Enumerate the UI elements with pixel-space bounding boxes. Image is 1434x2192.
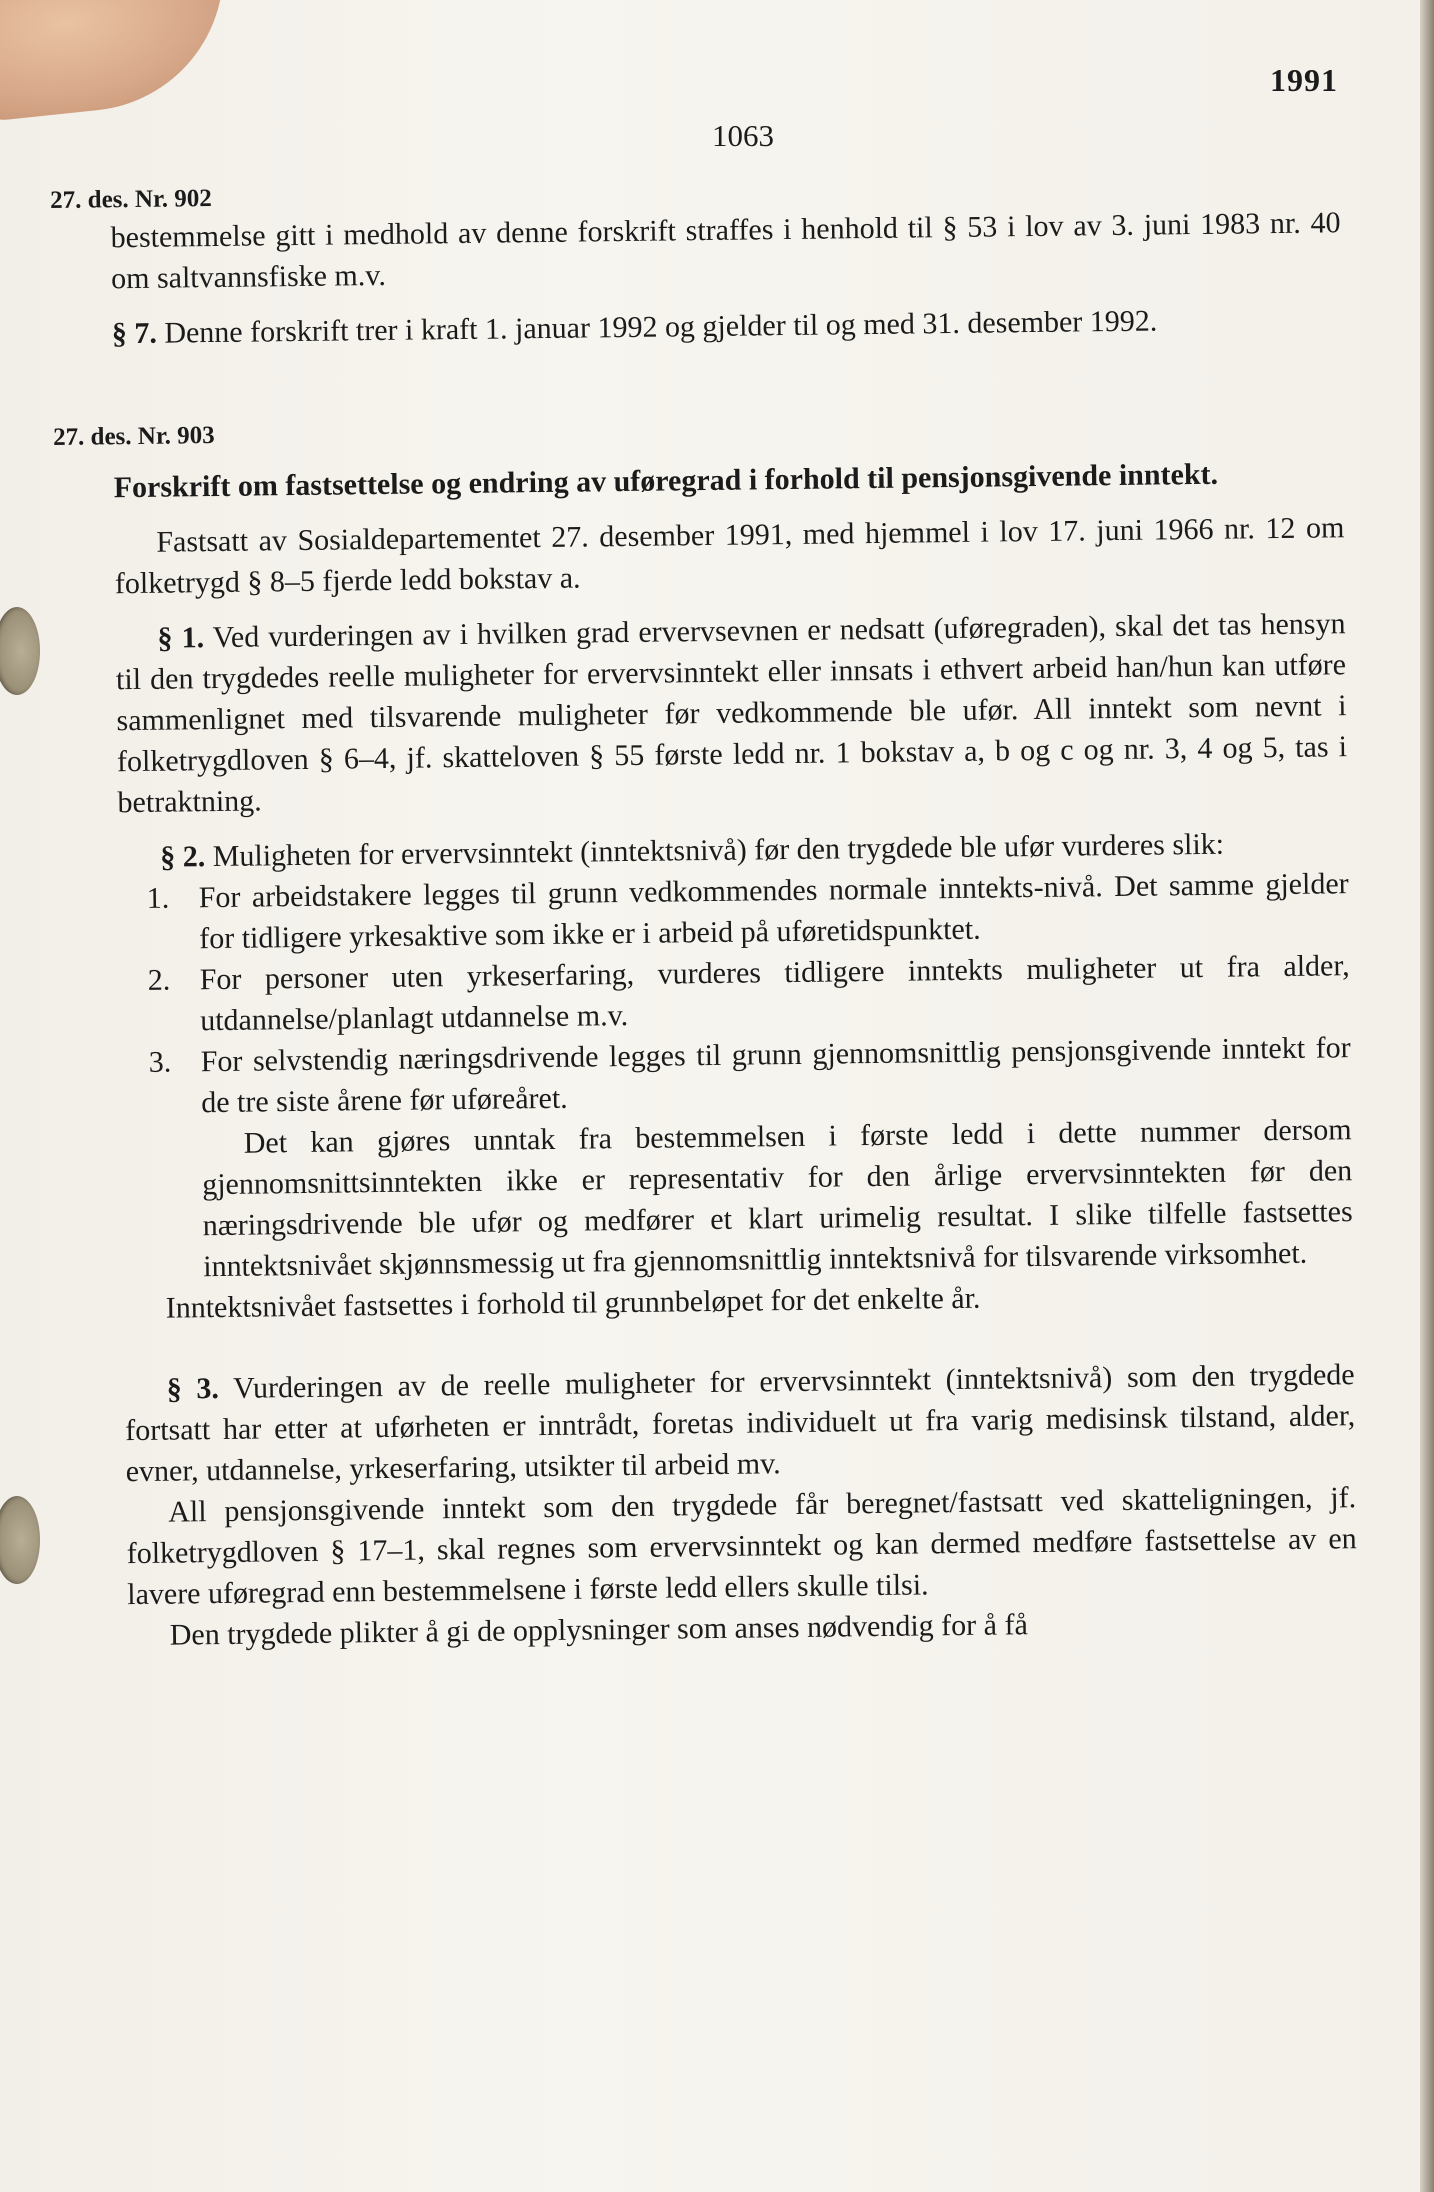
- section-3: [124, 1354, 1355, 1492]
- section-3-paragraph-2: All pensjonsgivende inntekt som den trygdede får beregnet/fastsatt ved skatteligningen, jf. folketrygdloven § 17–1, skal regnes som ervervsinntekt og kan dermed medføre fastsettelse av en lavere uføregrad enn bestemmelsene i første ledd ellers skulle tilsi.: [126, 1481, 1357, 1612]
- entry-label-902: 27. des. Nr. 902: [50, 185, 212, 214]
- item-text: For personer uten yrkeserfaring, vurderes tidligere inntekts muligheter ut fra alder, utdannelse/planlagt utdannelse m.v.: [199, 949, 1350, 1038]
- entry-903-intro: Fastsatt av Sosialdepartementet 27. desember 1991, med hjemmel i lov 17. juni 1966 nr. 12 om folketrygd § 8–5 fjerde ledd bokstav a.: [114, 511, 1345, 601]
- section-number: § 7.: [111, 316, 158, 351]
- page-number: 1063: [712, 118, 774, 153]
- item-text: For selvstendig næringsdrivende legges til grunn gjennomsnittlig pensjonsgivende inntekt for de tre siste årene før uføreåret.: [200, 1031, 1351, 1120]
- page-edge: [1420, 0, 1434, 2192]
- section-text: Ved vurderingen av i hvilken grad ervervsevnen er nedsatt (uføregraden), skal det tas hensyn til den trygdedes reelle muligheter for ervervsinntekt eller innsats i ethvert arbeid han/hun kan utføre sammenlignet med tilsvarende muligheter før vedkommende ble ufør. All inntekt som nevnt i folketrygdloven § 6–4, jf. skatteloven § 55 første ledd nr. 1 bokstav a, b og c og nr. 3, 4 og 5, tas i betraktning.: [115, 607, 1348, 820]
- entry-902-continuation: bestemmelse gitt i medhold av denne forskrift straffes i henhold til § 53 i lov av 3. juni 1983 nr. 40 om saltvannsfiske m.v.: [110, 206, 1341, 296]
- section-number: § 1.: [157, 621, 205, 655]
- thumb: [0, 0, 237, 124]
- entry-label-903: 27. des. Nr. 903: [52, 422, 215, 451]
- header-year: 1991: [1270, 62, 1338, 98]
- item-number: 1.: [146, 881, 170, 915]
- item-text: For arbeidstakere legges til grunn vedkommendes normale inntekts-nivå. Det samme gjelder for tidligere yrkesaktive som ikke er i arbeid på uføretidspunktet.: [198, 867, 1349, 956]
- page-content: [50, 168, 1358, 1657]
- section-1: [115, 603, 1347, 823]
- entry-903-title: Forskrift om fastsettelse og endring av uføregrad i forhold til pensjonsgivende inntekt.: [113, 457, 1219, 505]
- section-2-closing: Inntektsnivået fastsettes i forhold til grunnbeløpet for det enkelte år.: [165, 1281, 981, 1325]
- item-number: 2.: [147, 963, 171, 997]
- punch-hole: [0, 607, 40, 695]
- section-text: Vurderingen av de reelle muligheter for ervervsinntekt (inntektsnivå) som den trygdede fortsatt har etter at uførheten er inntrådt, foretas individuelt ut fra varig medisinsk tilstand, alder, evner, utdannelse, yrkeserfaring, utsikter til arbeid mv.: [125, 1358, 1356, 1489]
- list-item: [120, 1027, 1351, 1124]
- section-3-paragraph-3: Den trygdede plikter å gi de opplysninger som anses nødvendig for å få: [169, 1608, 1028, 1652]
- section-number: § 2.: [160, 840, 206, 874]
- section-2-list: [118, 863, 1351, 1124]
- section-text: Denne forskrift trer i kraft 1. januar 1992 og gjelder til og med 31. desember 1992.: [164, 304, 1158, 350]
- punch-hole: [0, 1496, 40, 1584]
- section-text: Muligheten for ervervsinntekt (inntektsnivå) før den trygdede ble ufør vurderes slik:: [212, 827, 1225, 874]
- item-number: 3.: [148, 1045, 172, 1079]
- item-3-subparagraph: Det kan gjøres unntak fra bestemmelsen i første ledd i dette nummer dersom gjennomsnittsinntekten ikke er representativ for den årlige ervervsinntekten før den næringsdrivende ble ufør og medfører et klart urimelig resultat. I slike tilfelle fastsettes inntektsnivået skjønnsmessig ut fra gjennomsnittlig inntektsnivå for tilsvarende virksomhet.: [202, 1113, 1353, 1284]
- list-item: [118, 863, 1349, 960]
- section-number: § 3.: [166, 1372, 220, 1406]
- list-item: [119, 945, 1350, 1042]
